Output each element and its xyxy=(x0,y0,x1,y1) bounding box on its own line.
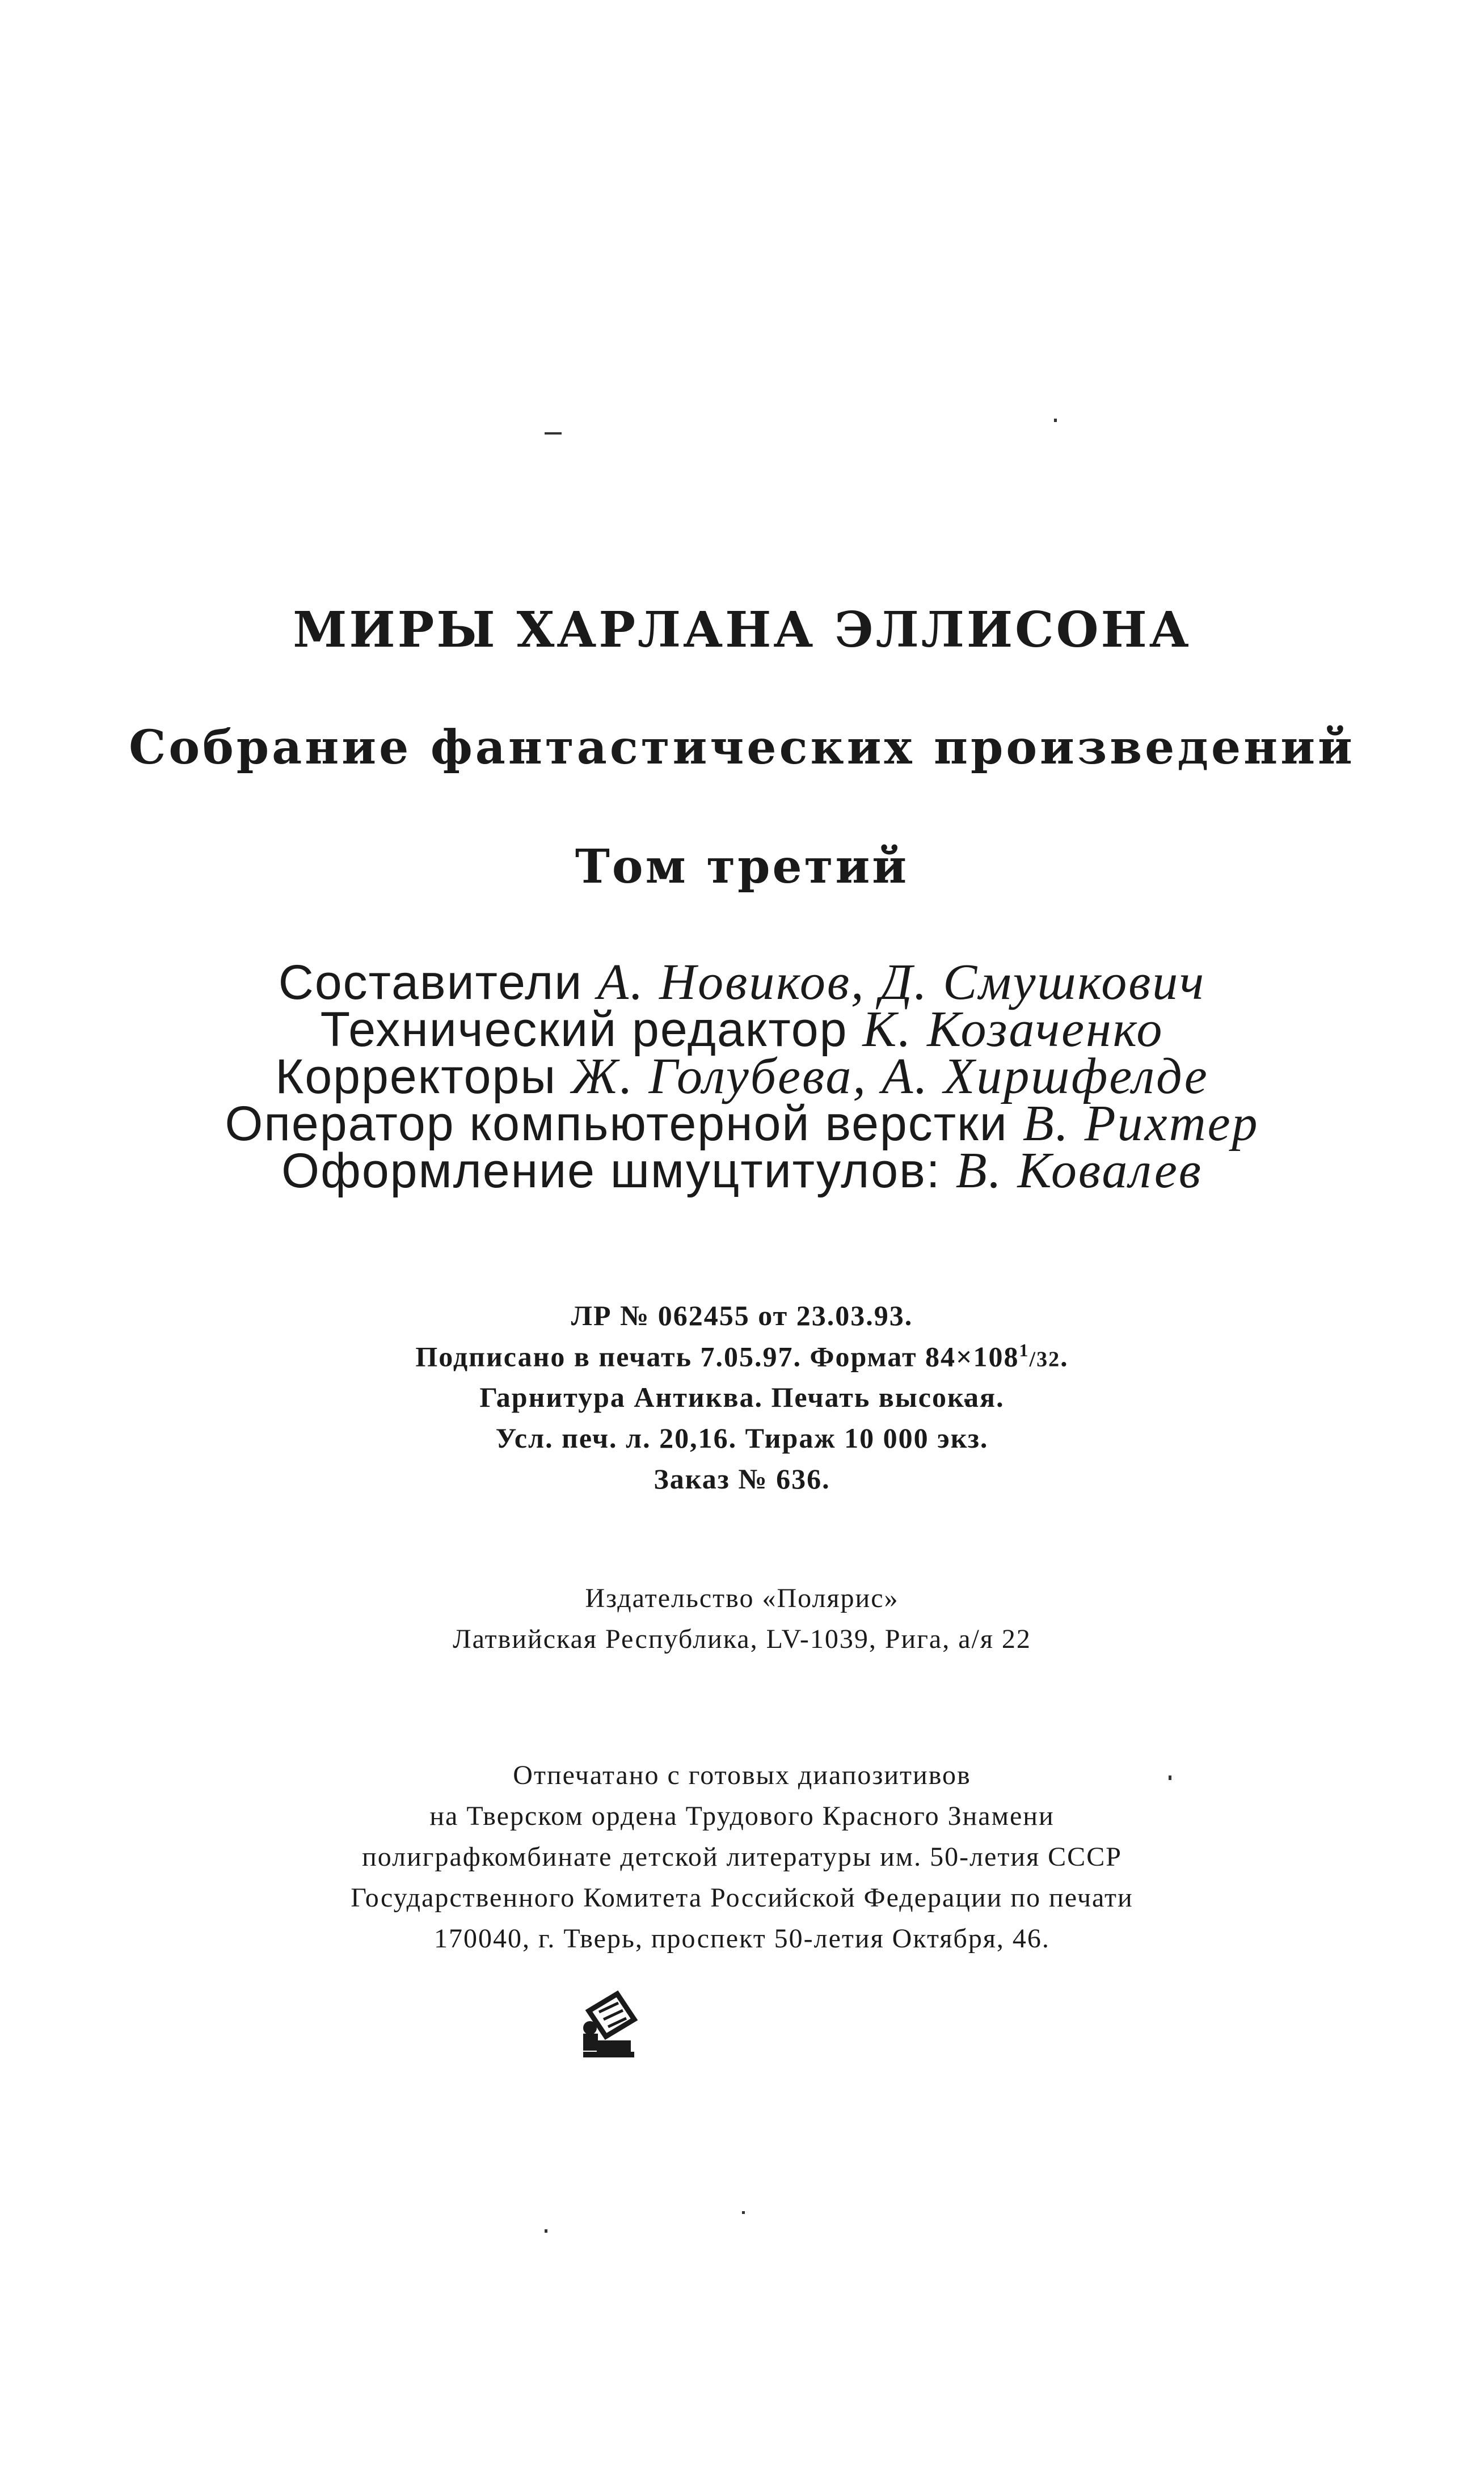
scan-speck xyxy=(1054,419,1057,422)
printer-line-4: Государственного Комитета Российской Федерации по печати xyxy=(351,1883,1133,1913)
printer-line-1: Отпечатано с готовых диапозитивов xyxy=(513,1760,971,1790)
credit-role: Оператор компьютерной верстки xyxy=(225,1096,1023,1151)
imprint-signed-text: Подписано в печать 7.05.97. Формат 84×108 xyxy=(415,1340,1019,1373)
credit-name: К. Козаченко xyxy=(862,1001,1164,1057)
printer-line-3: полиграфкомбинате детской литературы им. 50-летия СССР xyxy=(362,1842,1122,1872)
scan-speck xyxy=(742,2211,745,2214)
book-title: МИРЫ ХАРЛАНА ЭЛЛИСОНА xyxy=(293,601,1191,659)
format-fraction: /32 xyxy=(1029,1347,1061,1372)
format-superscript: 1 xyxy=(1019,1340,1030,1360)
credit-role: Составители xyxy=(278,955,598,1010)
scan-speck xyxy=(545,432,562,435)
printer-line-2: на Тверском ордена Трудового Красного Знамени xyxy=(429,1801,1055,1831)
format-end: . xyxy=(1060,1340,1069,1373)
printer-line-5: 170040, г. Тверь, проспект 50-летия Октября, 46. xyxy=(434,1924,1050,1954)
credit-role: Оформление шмуцтитулов: xyxy=(281,1144,956,1198)
scan-speck xyxy=(545,2229,547,2233)
book-subtitle: Собрание фантастических произведений xyxy=(129,720,1355,775)
credit-role: Технический редактор xyxy=(320,1002,863,1057)
imprint-signed-format xyxy=(0,1340,1484,1373)
credit-name: В. Ковалев xyxy=(955,1142,1203,1199)
credit-name: Ж. Голубева, А. Хиршфелде xyxy=(571,1048,1209,1104)
imprint-license: ЛР № 062455 от 23.03.93. xyxy=(571,1300,913,1331)
imprint-sheets: Усл. печ. л. 20,16. Тираж 10 000 экз. xyxy=(495,1422,989,1454)
imprint-typeface: Гарнитура Антиква. Печать высокая. xyxy=(479,1381,1005,1413)
credit-design xyxy=(0,1141,1484,1200)
credit-role: Корректоры xyxy=(275,1049,572,1104)
printer-logo-icon xyxy=(577,1988,640,2062)
volume-label: Том третий xyxy=(575,840,909,894)
imprint-order: Заказ № 636. xyxy=(654,1463,830,1495)
publisher-name: Издательство «Полярис» xyxy=(585,1583,899,1613)
credit-name: А. Новиков, Д. Смушкович xyxy=(597,954,1206,1010)
credit-name: В. Рихтер xyxy=(1022,1095,1259,1152)
publisher-address: Латвийская Республика, LV-1039, Рига, а/я 22 xyxy=(453,1624,1031,1654)
